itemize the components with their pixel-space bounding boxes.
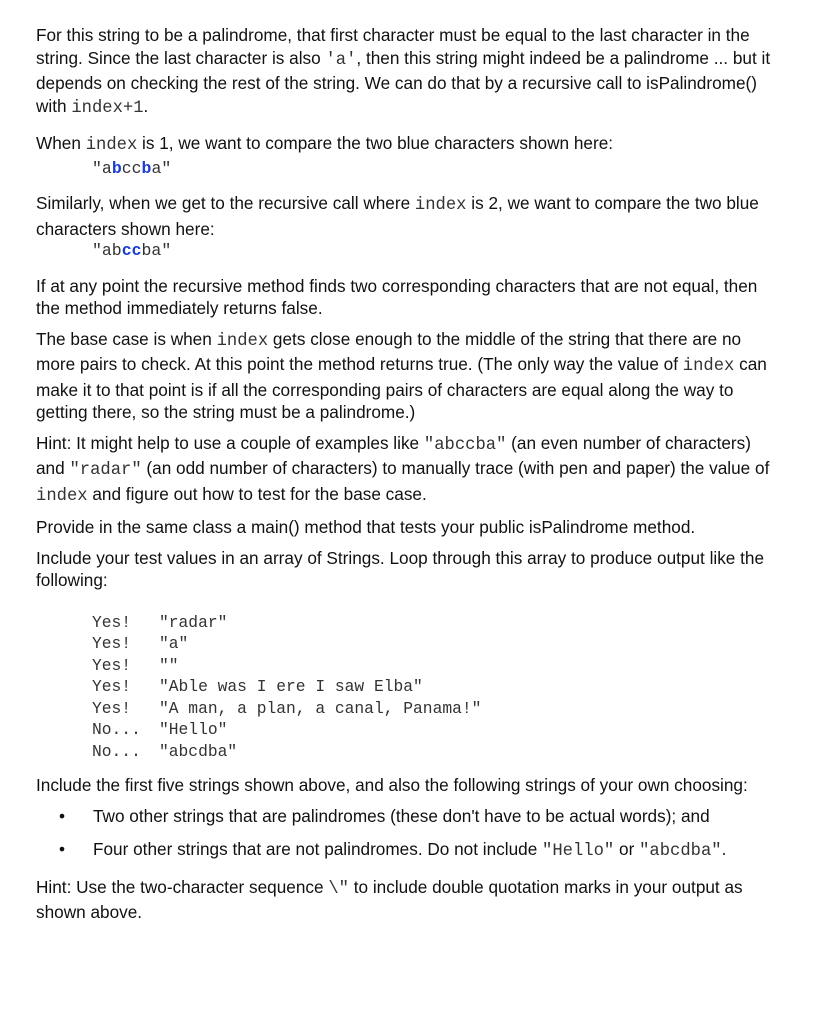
paragraph-index-1 bbox=[36, 132, 784, 158]
highlighted-char: c bbox=[121, 241, 132, 260]
inline-code: index+1 bbox=[71, 98, 144, 118]
text: is 1, we want to compare the two blue characters shown here: bbox=[137, 133, 614, 153]
text: Hint: Use the two-character sequence bbox=[36, 876, 329, 897]
paragraph-index-2 bbox=[36, 192, 784, 240]
text: When bbox=[36, 133, 86, 153]
text: "a bbox=[92, 158, 112, 178]
inline-code: index bbox=[682, 357, 735, 376]
output-value: "A man, a plan, a canal, Panama!" bbox=[159, 698, 482, 718]
text: For this string to be a palindrome, that first character must be equal to the last character in the string. Since the last character is also bbox=[36, 25, 750, 68]
output-row bbox=[92, 741, 784, 763]
paragraph-base-case bbox=[36, 328, 784, 424]
text: . bbox=[721, 839, 727, 859]
assignment-document bbox=[36, 24, 784, 924]
output-row bbox=[92, 676, 784, 698]
output-value: "radar" bbox=[159, 612, 228, 632]
example-string-index-2 bbox=[92, 240, 784, 263]
output-status: Yes! bbox=[92, 677, 132, 696]
inline-code: "Hello" bbox=[542, 842, 615, 861]
requirements-list bbox=[36, 805, 784, 864]
text: "ab bbox=[92, 241, 122, 260]
text: and figure out how to test for the base case. bbox=[87, 483, 427, 504]
highlighted-char: c bbox=[131, 241, 142, 260]
output-status: No... bbox=[92, 720, 141, 739]
list-item bbox=[36, 805, 784, 828]
paragraph-not-equal: If at any point the recursive method finds two corresponding characters that are not equal, then the method immediately returns false. bbox=[36, 275, 758, 318]
text: Two other strings that are palindromes (these don't have to be actual words); and bbox=[93, 805, 710, 826]
paragraph-hint-quotes bbox=[36, 876, 784, 924]
text: is 2, we want to compare the two blue characters shown here: bbox=[36, 193, 759, 239]
text: , then this string might indeed be a palindrome ... but it depends on checking the rest of the string. We can do that by a recursive call to isPalindrome() with bbox=[36, 47, 771, 116]
text: ba" bbox=[141, 241, 172, 260]
output-value: "" bbox=[159, 655, 179, 675]
inline-code: index bbox=[36, 486, 88, 506]
inline-code: "radar" bbox=[69, 461, 142, 480]
inline-code: index bbox=[216, 331, 269, 351]
text: (an odd number of characters) to manually trace (with pen and paper) the value of bbox=[141, 458, 770, 478]
list-item bbox=[36, 838, 784, 864]
output-status: Yes! bbox=[92, 612, 132, 632]
sample-output-block bbox=[92, 612, 784, 763]
output-row bbox=[92, 612, 784, 634]
text: Hint: It might help to use a couple of examples like bbox=[36, 432, 424, 453]
text: (an even number of characters) and bbox=[36, 432, 751, 478]
text: gets close enough to the middle of the string that there are no more pairs to check. At this point the method returns true. (The only way the value of bbox=[36, 328, 742, 374]
output-value: "a" bbox=[159, 634, 189, 653]
output-status: Yes! bbox=[92, 634, 132, 653]
inline-code: index bbox=[414, 196, 467, 215]
text: a" bbox=[151, 158, 172, 178]
output-status: Yes! bbox=[92, 655, 132, 675]
output-value: "Hello" bbox=[159, 720, 228, 739]
text: can make it to that point is if all the corresponding pairs of characters are equal along the way to getting there, so the string must be a palindrome.) bbox=[36, 354, 767, 422]
paragraph-hint-examples bbox=[36, 432, 784, 509]
text: Four other strings that are not palindromes. Do not include bbox=[93, 839, 543, 859]
highlighted-char: b bbox=[111, 158, 122, 178]
example-string-index-1 bbox=[92, 158, 784, 181]
inline-code: 'a' bbox=[325, 50, 357, 70]
bullet-icon: • bbox=[59, 805, 66, 826]
text: or bbox=[614, 839, 640, 859]
output-row bbox=[92, 633, 784, 655]
paragraph-recursion-intro bbox=[36, 24, 784, 120]
output-value: "Able was I ere I saw Elba" bbox=[159, 677, 423, 696]
text: Similarly, when we get to the recursive call where bbox=[36, 193, 415, 213]
text: . bbox=[143, 95, 149, 116]
output-status: Yes! bbox=[92, 698, 132, 718]
text: to include double quotation marks in your output as shown above. bbox=[36, 876, 743, 922]
paragraph-include-strings: Include the first five strings shown above, and also the following strings of your own choosing: bbox=[36, 775, 748, 795]
paragraph-main-method: Provide in the same class a main() method that tests your public isPalindrome method. bbox=[36, 517, 696, 537]
text: The base case is when bbox=[36, 328, 217, 349]
inline-code: "abccba" bbox=[423, 435, 507, 455]
inline-code: \" bbox=[328, 879, 349, 899]
inline-code: index bbox=[85, 136, 138, 155]
bullet-icon: • bbox=[59, 839, 66, 859]
paragraph-test-values: Include your test values in an array of Strings. Loop through this array to produce output like the following: bbox=[36, 547, 765, 590]
text: cc bbox=[121, 158, 142, 178]
output-row bbox=[92, 655, 784, 677]
inline-code: "abcdba" bbox=[639, 842, 722, 861]
highlighted-char: b bbox=[141, 158, 152, 178]
output-row bbox=[92, 698, 784, 720]
output-status: No... bbox=[92, 741, 141, 761]
output-row bbox=[92, 719, 784, 741]
output-value: "abcdba" bbox=[159, 741, 238, 761]
